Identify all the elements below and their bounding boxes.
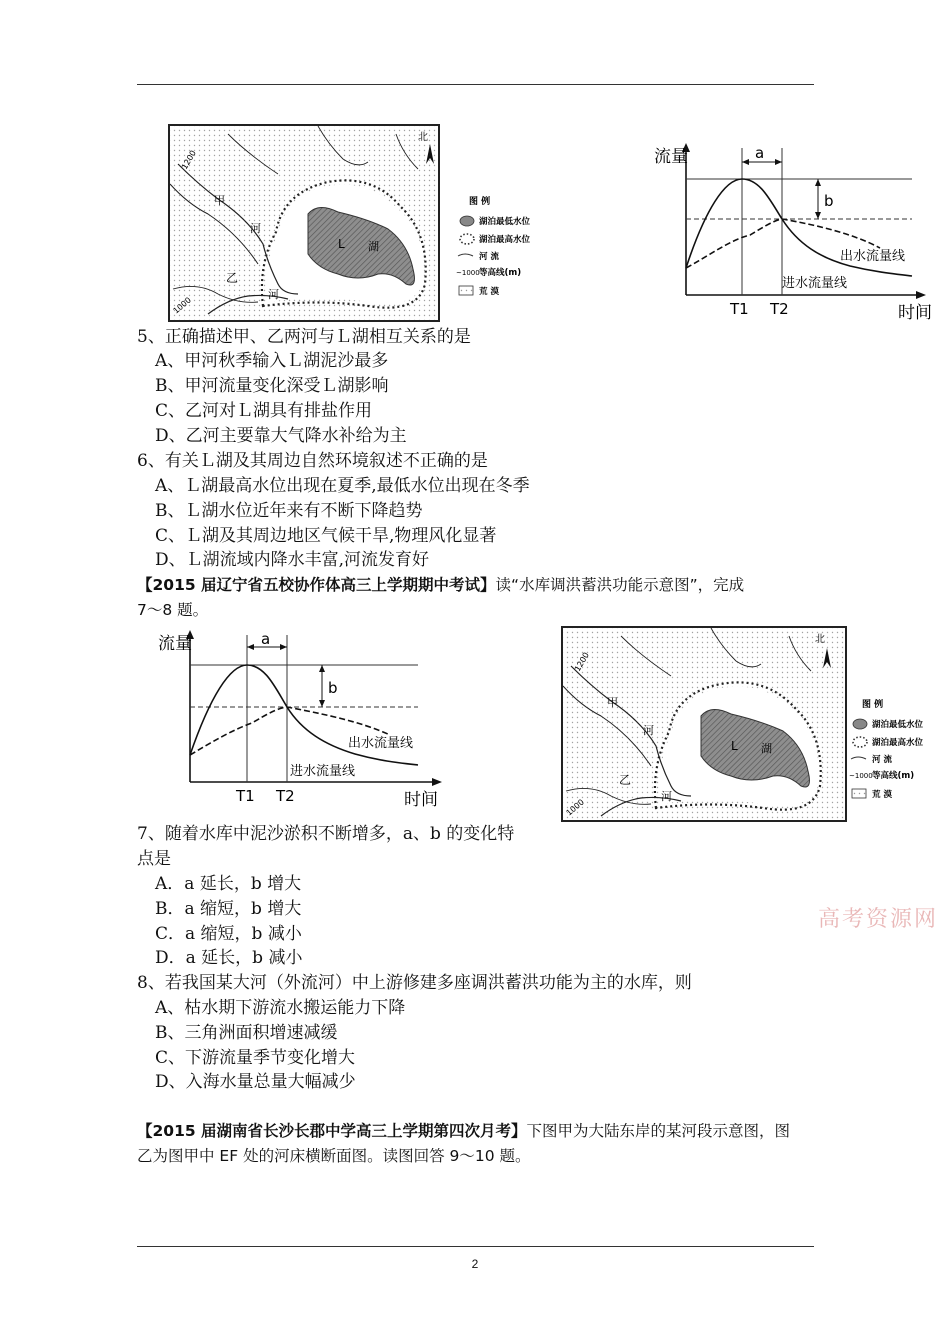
legend-title: 图 例 bbox=[469, 197, 491, 207]
legend-lowest-swatch bbox=[460, 216, 474, 226]
x-axis-label: 时间 bbox=[404, 790, 438, 810]
t1-label: T1 bbox=[730, 300, 749, 318]
a-label: a bbox=[261, 630, 271, 648]
lake-l-label: L bbox=[731, 739, 738, 753]
source-2-tag: 【2015 届湖南省长沙长郡中学高三上学期第四次月考】 bbox=[137, 1122, 527, 1140]
river-yi-he-label: 河 bbox=[661, 790, 672, 803]
source-1-text-2: 7～8 题。 bbox=[137, 601, 209, 619]
header-rule bbox=[137, 84, 814, 85]
legend-item-lowest: 湖泊最低水位 bbox=[479, 217, 531, 227]
q8-option-b: B、三角洲面积增速减缓 bbox=[155, 1023, 338, 1043]
q7-option-c: C．a 缩短，b 减小 bbox=[155, 924, 302, 944]
river-jia-he-label: 河 bbox=[643, 724, 654, 737]
legend-river-swatch bbox=[851, 757, 866, 759]
source-2-text: 下图甲为大陆东岸的某河段示意图，图 bbox=[526, 1122, 791, 1140]
contour-label-1200: 1200 bbox=[572, 650, 591, 673]
lake-hu-label: 湖 bbox=[761, 742, 772, 755]
q5-option-c: C、乙河对Ｌ湖具有排盐作用 bbox=[155, 401, 373, 421]
q8-option-d: D、入海水量总量大幅减少 bbox=[155, 1072, 356, 1092]
map-2-legend bbox=[848, 697, 948, 807]
legend-title: 图 例 bbox=[862, 700, 884, 710]
outflow-label: 出水流量线 bbox=[348, 736, 414, 751]
legend-contour-swatch: ~1000 bbox=[456, 269, 480, 277]
contour-label-1000: 1000 bbox=[171, 295, 193, 316]
legend-item-river: 河 流 bbox=[872, 755, 892, 765]
river-yi-he-label: 河 bbox=[268, 288, 279, 301]
source-1 bbox=[137, 574, 744, 597]
q5-stem: 5、正确描述甲、乙两河与Ｌ湖相互关系的是 bbox=[137, 327, 471, 347]
river-yi-label: 乙 bbox=[619, 773, 632, 787]
q6-option-c: C、Ｌ湖及其周边地区气候干旱,物理风化显著 bbox=[155, 526, 497, 546]
t2-label: T2 bbox=[770, 300, 789, 318]
north-label: 北 bbox=[418, 132, 428, 143]
north-label: 北 bbox=[815, 634, 825, 645]
q6-option-a: A、Ｌ湖最高水位出现在夏季,最低水位出现在冬季 bbox=[155, 476, 530, 496]
a-label: a bbox=[755, 144, 765, 162]
legend-item-lowest: 湖泊最低水位 bbox=[872, 720, 924, 730]
legend-highest-swatch bbox=[460, 234, 474, 244]
flow-chart-1 bbox=[650, 140, 945, 325]
legend-item-contour: 等高线(m) bbox=[479, 268, 522, 278]
river-jia-label: 甲 bbox=[214, 194, 225, 207]
q7-stem-line-1: 7、随着水库中泥沙淤积不断增多，a、b 的变化特 bbox=[137, 824, 515, 844]
q7-option-d: D．a 延长，b 减小 bbox=[155, 948, 303, 968]
q8-stem: 8、若我国某大河（外流河）中上游修建多座调洪蓄洪功能为主的水库，则 bbox=[137, 973, 692, 993]
lake-hu-label: 湖 bbox=[368, 240, 379, 253]
river-jia-he-label: 河 bbox=[250, 222, 261, 235]
legend-highest-swatch bbox=[853, 737, 867, 747]
y-axis-label-2: 流量 bbox=[158, 634, 192, 654]
t2-label: T2 bbox=[276, 787, 295, 805]
q6-option-b: B、Ｌ湖水位近年来有不断下降趋势 bbox=[155, 501, 423, 521]
y-axis-label-1: 流量 bbox=[654, 147, 688, 167]
page-number: 2 bbox=[471, 1257, 479, 1271]
inflow-label: 进水流量线 bbox=[782, 276, 848, 291]
legend-item-highest: 湖泊最高水位 bbox=[479, 235, 531, 245]
river-yi-label: 乙 bbox=[226, 271, 239, 285]
legend-desert-swatch bbox=[459, 286, 473, 295]
x-axis-label: 时间 bbox=[898, 303, 932, 323]
b-label: b bbox=[824, 192, 834, 210]
legend-item-contour: 等高线(m) bbox=[872, 771, 915, 781]
source-2-text-2: 乙为图甲中 EF 处的河床横断面图。读图回答 9～10 题。 bbox=[137, 1147, 531, 1165]
legend-item-desert: 荒 漠 bbox=[479, 287, 499, 297]
footer-rule bbox=[137, 1246, 814, 1247]
legend-river-swatch bbox=[458, 254, 473, 256]
legend-item-highest: 湖泊最高水位 bbox=[872, 738, 924, 748]
q6-option-d: D、Ｌ湖流域内降水丰富,河流发育好 bbox=[155, 550, 430, 570]
q7-option-b: B．a 缩短，b 增大 bbox=[155, 899, 302, 919]
flow-chart-2 bbox=[150, 627, 450, 812]
source-1-tag: 【2015 届辽宁省五校协作体高三上学期期中考试】 bbox=[137, 576, 496, 594]
lake-map-1 bbox=[168, 124, 440, 322]
q8-option-a: A、枯水期下游流水搬运能力下降 bbox=[155, 998, 406, 1018]
source-1-text: 读“水库调洪蓄洪功能示意图”，完成 bbox=[495, 576, 745, 594]
q7-option-a: A．a 延长，b 增大 bbox=[155, 874, 302, 894]
q7-stem-line-2: 点是 bbox=[137, 849, 171, 869]
legend-desert-swatch bbox=[852, 789, 866, 798]
legend-contour-swatch: ~1000 bbox=[849, 772, 873, 780]
q5-option-b: B、甲河流量变化深受Ｌ湖影响 bbox=[155, 376, 389, 396]
watermark: 高考资源网 bbox=[818, 907, 939, 932]
contour-label-1000: 1000 bbox=[564, 797, 586, 818]
legend-item-desert: 荒 漠 bbox=[872, 790, 892, 800]
b-label: b bbox=[328, 679, 338, 697]
river-jia-label: 甲 bbox=[607, 696, 618, 709]
t1-label: T1 bbox=[236, 787, 255, 805]
legend-item-river: 河 流 bbox=[479, 252, 499, 262]
lake-map-2 bbox=[561, 626, 847, 822]
lake-l-label: L bbox=[338, 237, 345, 251]
legend-lowest-swatch bbox=[853, 719, 867, 729]
contour-label-1200: 1200 bbox=[179, 148, 198, 171]
source-2 bbox=[137, 1120, 790, 1143]
q8-option-c: C、下游流量季节变化增大 bbox=[155, 1048, 356, 1068]
q5-option-a: A、甲河秋季输入Ｌ湖泥沙最多 bbox=[155, 351, 389, 371]
q5-option-d: D、乙河主要靠大气降水补给为主 bbox=[155, 426, 407, 446]
map-1-legend bbox=[455, 194, 555, 304]
q6-stem: 6、有关Ｌ湖及其周边自然环境叙述不正确的是 bbox=[137, 451, 488, 471]
inflow-label: 进水流量线 bbox=[290, 764, 356, 779]
outflow-label: 出水流量线 bbox=[840, 249, 906, 264]
